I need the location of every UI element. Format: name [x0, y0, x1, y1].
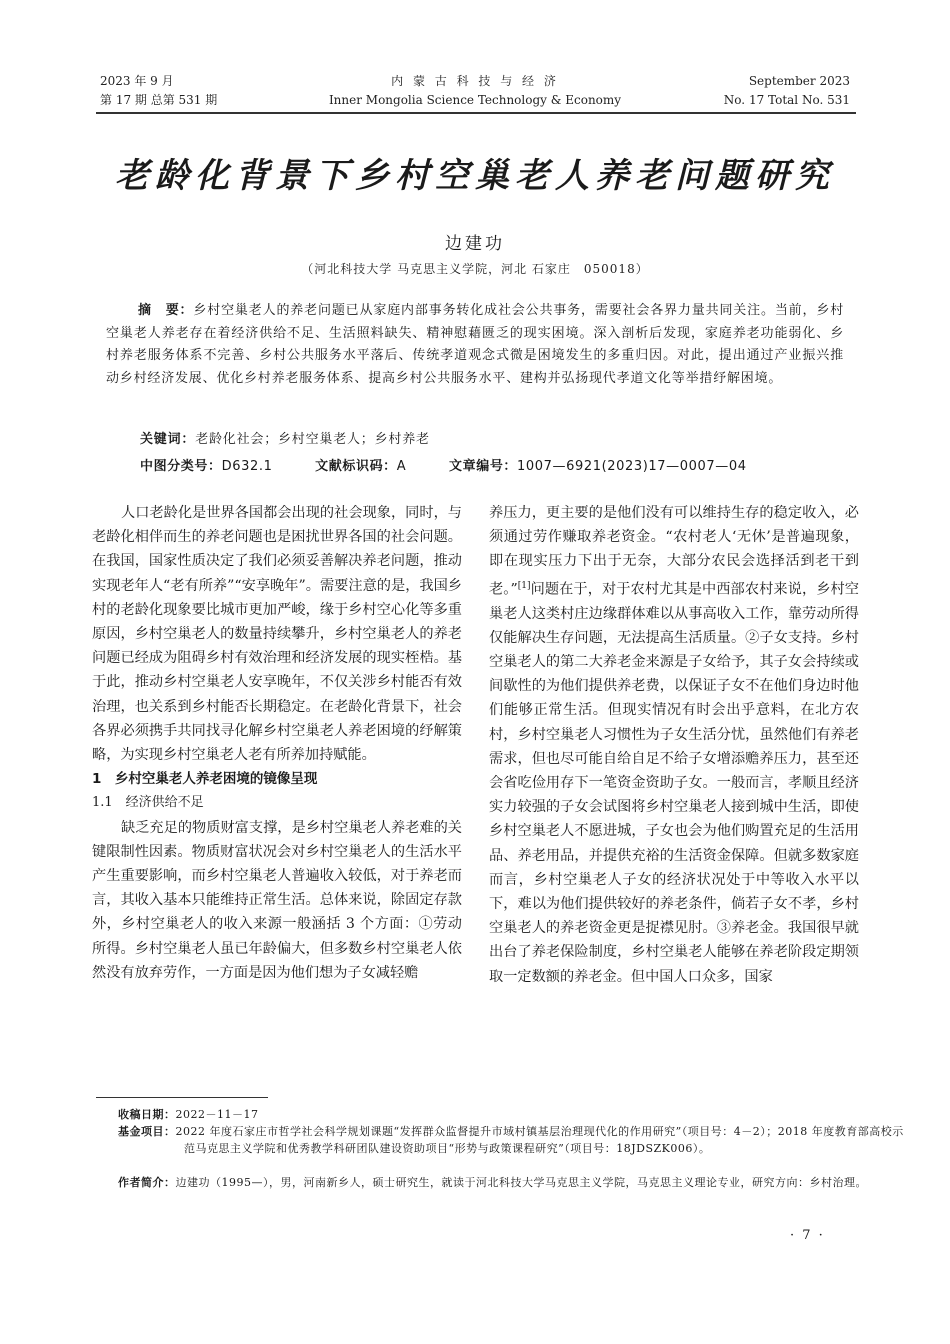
clc-label: 中图分类号： [140, 459, 222, 474]
body-paragraph-continued [489, 501, 859, 989]
received-label: 收稿日期： [118, 1108, 176, 1121]
body-right-column [489, 501, 859, 989]
page-number: · 7 · [790, 1228, 825, 1243]
keywords-label: 关键词： [140, 432, 196, 447]
clc-group [140, 459, 272, 474]
classification-line [140, 455, 747, 474]
abstract [106, 300, 844, 390]
article-author: 边建功 [445, 234, 505, 254]
article-id-value: 1007—6921(2023)17—0007—04 [517, 459, 747, 474]
abstract-text: 乡村空巢老人的养老问题已从家庭内部事务转化成社会公共事务，需要社会各界力量共同关注。当前，乡村空巢老人养老存在着经济供给不足、生活照料缺失、精神慰藉匮乏的现实困境。深入剖析后发现，家庭养老功能弱化、乡村养老服务体系不完善、乡村公共服务水平落后、传统孝道观念式微是困境发生的多重归因。对此，提出通过产业振兴推动乡村经济发展、优化乡村养老服务体系、提高乡村公共服务水平、建构并弘扬现代孝道文化等举措纾解困境。 [106, 303, 844, 386]
abstract-paragraph [106, 300, 844, 390]
journal-name-cn: 内 蒙 古 科 技 与 经 济 [391, 74, 559, 88]
article-id-group [449, 459, 747, 474]
footnote-author-bio [118, 1174, 908, 1191]
section-heading-1: 1 乡村空巢老人养老困境的镜像呈现 [92, 771, 318, 788]
header-rule [96, 112, 856, 114]
article-title: 老龄化背景下乡村空巢老人养老问题研究 [115, 156, 835, 196]
doc-code-group [315, 459, 406, 474]
fund-label: 基金项目： [118, 1125, 176, 1138]
footnote-rule [96, 1097, 268, 1098]
subsection-heading-1-1: 1.1 经济供给不足 [92, 795, 204, 811]
article-id-label: 文章编号： [449, 459, 518, 474]
body-paragraph-1: 缺乏充足的物质财富支撑，是乡村空巢老人养老难的关键限制性因素。物质财富状况会对乡村空巢老人的生活水平产生重要影响，而乡村空巢老人普遍收入较低，对于养老而言，其收入基本只能维持正常生活。总体来说，除固定存款外，乡村空巢老人的收入来源一般涵括 3 个方面：①劳动所得。乡村空巢老人虽已年龄偏大，但多数乡村空巢老人依然没有放弃劳作，一方面是因为他们想为子女减轻赡 [92, 819, 462, 981]
abstract-label: 摘 要： [138, 303, 194, 318]
keywords [140, 428, 430, 447]
doc-code-label: 文献标识码： [315, 459, 397, 474]
received-date: 2022－11－17 [175, 1108, 259, 1121]
doc-code-value: A [396, 459, 407, 474]
header-right [724, 72, 850, 110]
author-bio-label: 作者简介： [118, 1176, 176, 1189]
journal-name-en: Inner Mongolia Science Technology & Economy [328, 93, 622, 107]
intro-paragraph: 人口老龄化是世界各国都会出现的社会现象，同时，与老龄化相伴而生的养老问题也是困扰世界各国的社会问题。在我国，国家性质决定了我们必须妥善解决养老问题，推动实现老年人“老有所养”“安享晚年”。需要注意的是，我国乡村的老龄化现象要比城市更加严峻，缘于乡村空心化等多重原因，乡村空巢老人的数量持续攀升，乡村空巢老人的养老问题已经成为阻碍乡村有效治理和经济发展的现实桎梏。基于此，推动乡村空巢老人安享晚年，不仅关涉乡村能否有效治理，也关系到乡村能否长期稳定。在老龄化背景下，社会各界必须携手共同找寻化解乡村空巢老人养老困境的纾解策略，为实现乡村空巢老人老有所养加持赋能。 [92, 505, 462, 764]
continued-text-b: 问题在于，对于农村尤其是中西部农村来说，乡村空巢老人这类村庄边缘群体难以从事高收入工作，靠劳动所得仅能解决生存问题，无法提高生活质量。②子女支持。乡村空巢老人的第二大养老金来源是子女给予，其子女会持续或间歇性的为他们提供养老费，以保证子女不在他们身边时他们能够正常生活。但现实情况有时会出乎意料，在北方农村，乡村空巢老人习惯性为子女生活分忧，虽然他们有养老需求，但也尽可能自给自足不给子女增添赡养压力，甚至还会省吃俭用存下一笔资金资助子女。一般而言，孝顺且经济实力较强的子女会试图将乡村空巢老人接到城中生活，即使乡村空巢老人不愿进城，子女也会为他们购置充足的生活用品、养老用品，并提供充裕的生活资金保障。但就多数家庭而言，乡村空巢老人子女的经济状况处于中等收入水平以下，难以为他们提供较好的养老条件，倘若子女不孝，乡村空巢老人的养老资金更是捉襟见肘。③养老金。我国很早就出台了养老保险制度，乡村空巢老人能够在养老阶段定期领取一定数额的养老金。但中国人口众多，国家 [489, 581, 859, 985]
issue-date-en: September 2023 [748, 74, 850, 88]
fund-text: 2022 年度石家庄市哲学社会科学规划课题“发挥群众监督提升市域村镇基层治理现代化的作用研究”（项目号：4－2）；2018 年度教育部高校示范马克思主义学院和优秀教学科研团队建设资助项目“形势与政策课程研究”（项目号：18JDSZK006）。 [175, 1125, 904, 1155]
body-left-column [92, 501, 462, 985]
footnote-received [118, 1106, 842, 1123]
issue-number: 第 17 期 总第 531 期 [100, 93, 218, 107]
issue-number-en: No. 17 Total No. 531 [723, 93, 850, 107]
footnote-fund [118, 1123, 908, 1157]
clc-value: D632.1 [221, 459, 273, 474]
continued-text-a: 养压力，更主要的是他们没有可以维持生存的稳定收入，必须通过劳作赚取养老资金。“农村老人‘无休’是普遍现象，即在现实压力下出于无奈，大部分农民会选择活到老干到老。” [489, 505, 859, 598]
author-affiliation: （河北科技大学 马克思主义学院，河北 石家庄 050018） [301, 262, 649, 276]
keywords-text: 老龄化社会；乡村空巢老人；乡村养老 [195, 432, 430, 447]
citation-ref-1[interactable]: [1] [517, 580, 531, 591]
author-bio-text: 边建功（1995—），男，河南新乡人，硕士研究生，就读于河北科技大学马克思主义学院，马克思主义理论专业，研究方向：乡村治理。 [175, 1176, 867, 1189]
issue-date: 2023 年 9 月 [100, 74, 174, 88]
